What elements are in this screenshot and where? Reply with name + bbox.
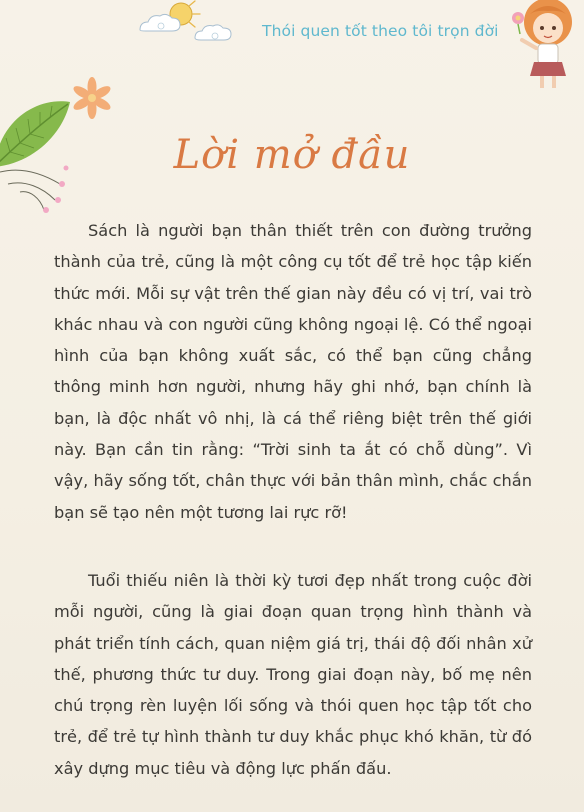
running-header: Thói quen tốt theo tôi trọn đời [262,22,499,40]
cloud-sun-illustration [135,0,245,50]
girl-illustration [500,0,584,90]
paragraph-1: Sách là người bạn thân thiết trên con đường trưởng thành của trẻ, cũng là một công cụ tốt để trẻ học tập kiến thức mới. Mỗi sự vật trên thế gian này đều có vị trí, vai trò khác nhau và con người cũng không ngoại lệ. Có thể ngoại hình của bạn không xuất sắc, có thể bạn cũng chẳng thông minh hơn người, nhưng hãy ghi nhớ, bạn chính là bạn, là độc nhất vô nhị, là cá thể riêng biệt trên thế giới này. Bạn cần tin rằng: “Trời sinh ta ắt có chỗ dùng”. Vì vậy, hãy sống tốt, chân thực với bản thân mình, chắc chắn bạn sẽ tạo nên một tương lai rực rỡ! [54,221,532,522]
page-heading: Lời mở đầu [173,132,411,178]
flower-icon [512,12,524,34]
paragraph-2: Tuổi thiếu niên là thời kỳ tươi đẹp nhất trong cuộc đời mỗi người, cũng là giai đoạn quan trọng hình thành và phát triển tính cách, quan niệm giá trị, thái độ đối nhân xử thế, phương thức tư duy. Trong giai đoạn này, bố mẹ nên chú trọng rèn luyện lối sống và thói quen học tập tốt cho trẻ, để trẻ tự hình thành tư duy khắc phục khó khăn, từ đó xây dựng mục tiêu và động lực phấn đấu. [54,571,532,778]
flower-icon [72,77,113,119]
